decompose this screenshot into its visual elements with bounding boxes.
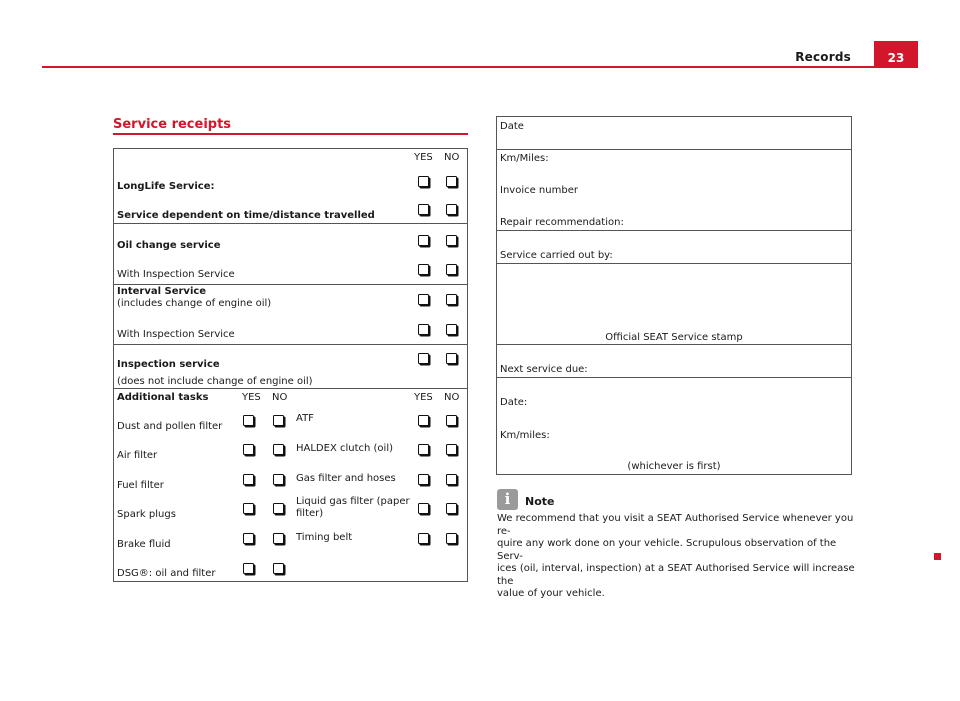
whichever-first-note: (whichever is first) — [627, 461, 721, 472]
task-right-yes-checkbox[interactable] — [418, 503, 429, 514]
task-right-no-checkbox[interactable] — [446, 474, 457, 485]
interval-inspection-yes-checkbox[interactable] — [418, 324, 429, 335]
next-service-date-label: Date: — [500, 397, 528, 408]
oil-inspection-no-checkbox[interactable] — [446, 264, 457, 275]
task-right-yes-checkbox[interactable] — [418, 474, 429, 485]
task-left-item: Brake fluid — [117, 539, 171, 550]
service-carried-out-by-label: Service carried out by: — [500, 250, 613, 261]
task-left-no-checkbox[interactable] — [273, 563, 284, 574]
tasks-left-yes-header: YES — [242, 392, 261, 403]
interval-inspection-label: With Inspection Service — [117, 329, 235, 340]
task-left-no-checkbox[interactable] — [273, 533, 284, 544]
longlife-service-label: LongLife Service: — [117, 181, 215, 192]
task-left-item: Fuel filter — [117, 480, 164, 491]
task-right-item: HALDEX clutch (oil) — [296, 443, 394, 454]
tasks-left-no-header: NO — [272, 392, 288, 403]
inspection-service-note: (does not include change of engine oil) — [117, 376, 313, 387]
time-distance-yes-checkbox[interactable] — [418, 204, 429, 215]
note-title: Note — [525, 495, 555, 508]
task-left-yes-checkbox[interactable] — [243, 444, 254, 455]
longlife-yes-checkbox[interactable] — [418, 176, 429, 187]
yes-column-header: YES — [414, 152, 433, 163]
task-left-item: Dust and pollen filter — [117, 421, 223, 432]
task-right-item: Liquid gas filter (paper — [296, 496, 410, 507]
time-distance-no-checkbox[interactable] — [446, 204, 457, 215]
oil-inspection-yes-checkbox[interactable] — [418, 264, 429, 275]
page-header-title: Records — [795, 50, 851, 64]
no-column-header: NO — [444, 152, 460, 163]
next-service-due-label: Next service due: — [500, 364, 588, 375]
oil-change-yes-checkbox[interactable] — [418, 235, 429, 246]
table-divider — [113, 223, 468, 224]
task-right-yes-checkbox[interactable] — [418, 533, 429, 544]
km-miles-field-label: Km/Miles: — [500, 153, 549, 164]
repair-recommendation-field-label: Repair recommendation: — [500, 217, 624, 228]
interval-no-checkbox[interactable] — [446, 294, 457, 305]
task-right-item: ATF — [296, 413, 314, 424]
task-left-no-checkbox[interactable] — [273, 415, 284, 426]
interval-service-label: Interval Service — [117, 286, 207, 297]
service-stamp-area-label: Official SEAT Service stamp — [605, 332, 743, 343]
task-left-yes-checkbox[interactable] — [243, 563, 254, 574]
table-divider — [496, 230, 852, 231]
page-number: 23 — [874, 41, 918, 67]
task-right-no-checkbox[interactable] — [446, 533, 457, 544]
tasks-right-yes-header: YES — [414, 392, 433, 403]
table-divider — [496, 344, 852, 345]
task-left-yes-checkbox[interactable] — [243, 533, 254, 544]
task-right-item: Timing belt — [296, 532, 353, 543]
end-of-section-marker — [934, 553, 941, 560]
oil-change-no-checkbox[interactable] — [446, 235, 457, 246]
task-left-yes-checkbox[interactable] — [243, 474, 254, 485]
service-record-table — [496, 116, 852, 475]
task-right-yes-checkbox[interactable] — [418, 444, 429, 455]
header-rule — [42, 66, 918, 68]
task-right-yes-checkbox[interactable] — [418, 415, 429, 426]
task-left-no-checkbox[interactable] — [273, 503, 284, 514]
table-divider — [113, 388, 468, 389]
table-divider — [496, 377, 852, 378]
interval-inspection-no-checkbox[interactable] — [446, 324, 457, 335]
task-right-item: Gas filter and hoses — [296, 473, 396, 484]
interval-service-note: (includes change of engine oil) — [117, 298, 272, 309]
note-text: We recommend that you visit a SEAT Authorised Service whenever you re- quire any work done on your vehicle. Scrupulous observation of the Serv- ices (oil, interval, inspection) at a SEAT Authorised Service will increase the value of your vehicle. — [497, 513, 855, 599]
next-service-km-label: Km/miles: — [500, 430, 550, 441]
oil-change-service-label: Oil change service — [117, 240, 221, 251]
inspection-no-checkbox[interactable] — [446, 353, 457, 364]
task-left-yes-checkbox[interactable] — [243, 415, 254, 426]
inspection-service-label: Inspection service — [117, 359, 220, 370]
task-right-no-checkbox[interactable] — [446, 503, 457, 514]
task-left-item: Spark plugs — [117, 509, 176, 520]
task-left-yes-checkbox[interactable] — [243, 503, 254, 514]
time-distance-service-label: Service dependent on time/distance travelled — [117, 210, 375, 221]
section-title: Service receipts — [113, 117, 232, 132]
task-left-no-checkbox[interactable] — [273, 444, 284, 455]
table-divider — [496, 149, 852, 150]
table-divider — [113, 344, 468, 345]
task-left-item: DSG®: oil and filter — [117, 568, 216, 579]
inspection-yes-checkbox[interactable] — [418, 353, 429, 364]
invoice-number-field-label: Invoice number — [500, 185, 578, 196]
oil-inspection-label: With Inspection Service — [117, 269, 235, 280]
table-divider — [496, 263, 852, 264]
task-left-item: Air filter — [117, 450, 158, 461]
interval-yes-checkbox[interactable] — [418, 294, 429, 305]
longlife-no-checkbox[interactable] — [446, 176, 457, 187]
section-title-rule — [113, 133, 468, 135]
task-right-item-continued: filter) — [296, 508, 324, 519]
table-divider — [113, 284, 468, 285]
task-right-no-checkbox[interactable] — [446, 444, 457, 455]
date-field-label: Date — [500, 121, 524, 132]
task-left-no-checkbox[interactable] — [273, 474, 284, 485]
info-icon: i — [497, 489, 518, 510]
additional-tasks-header: Additional tasks — [117, 392, 209, 403]
tasks-right-no-header: NO — [444, 392, 460, 403]
task-right-no-checkbox[interactable] — [446, 415, 457, 426]
